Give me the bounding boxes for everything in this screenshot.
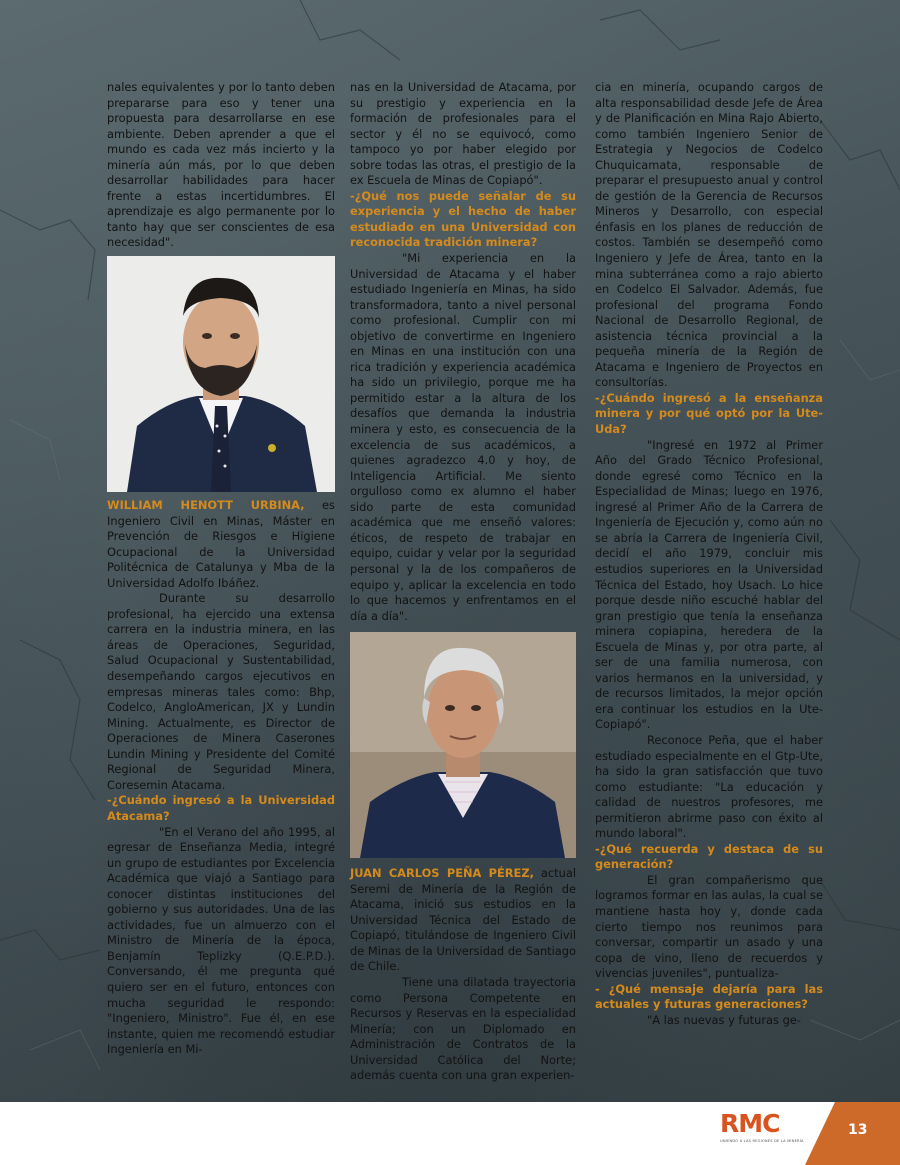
paragraph: "En el Verano del año 1995, al egresar de Enseñanza Media, integré un grupo de estudiantes por Excelencia Académica que viajó a Santiago para conocer distintas instituciones del gobierno y sus autoridades. Una de las actividades, fue un almuerzo con el Ministro de Minería de la época, Benjamín Teplizky (Q.E.P.D.). Conversando, él me pregunta qué quiero ser en el futuro, entonces con mucha seguridad le respondo: "Ingeniero, Ministro". Fue él, en ese instante, quien me recomendó estudiar Ingeniería en Mi- <box>107 824 335 1057</box>
interview-question: -¿Cuándo ingresó a la enseñanza minera y por qué optó por la Ute-Uda? <box>595 390 823 437</box>
portrait-photo-juan-carlos-pena <box>350 632 578 858</box>
text-column-2 <box>350 80 576 1084</box>
paragraph: "Mi experiencia en la Universidad de Atacama y el haber estudiado Ingeniería en Minas, ha sido transformadora, tanto a nivel personal como profesional. Cumplir con mi objetivo de convertirme en Ingeniero en Minas en una institución con una rica tradición y experiencia académica ha sido un privilegio, porque me ha permitido estar a la altura de los desafíos que demanda la industria minera y esto, es consecuencia de la excelencia de sus académicos, a quienes agradezco 4.0 y hoy, de Inteligencia Artificial. Me siento orgulloso como ex alumno el haber sido parte de esta comunidad académica que me enseñó valores: éticos, de respeto de trabajar en equipo, cuidar y velar por la seguridad personal y la de los compañeros de equipo y, aplicar la excelencia en todo lo que hacemos y enfrentamos en el día a día". <box>350 251 576 623</box>
interview-question: - ¿Qué mensaje dejaría para las actuales y futuras generaciones? <box>595 981 823 1012</box>
paragraph: "Ingresé en 1972 al Primer Año del Grado Técnico Profesional, donde egresé como Técnico en la Especialidad de Minas; luego en 1976, ingresé al Primer Año de la Carrera de Ingeniería de Ejecución y, como aún no se abría la Carrera de Ingeniería Civil, decidí el año 1979, concluir mis estudios superiores en la Universidad Técnica del Estado, hoy Usach. Lo hice porque desde niño escuché hablar del gran prestigio que tenía la enseñanza minera copiapina, heredera de la Escuela de Minas y, por otra parte, al ser de una familia numerosa, con varios hermanos en la universidad, y de recursos limitados, la mejor opción era continuar los estudios en la Ute-Copiapó". <box>595 437 823 732</box>
interview-question: -¿Qué recuerda y destaca de su generación? <box>595 841 823 872</box>
paragraph: nas en la Universidad de Atacama, por su prestigio y experiencia en la formación de profesionales para el sector y él no se equivocó, como tampoco yo por haber elegido por sobre todas las otras, el prestigio de la ex Escuela de Minas de Copiapó". <box>350 80 576 188</box>
text-column-1 <box>107 80 335 1058</box>
rmc-logo <box>720 1109 804 1156</box>
person-name: JUAN CARLOS PEÑA PÉREZ, <box>350 866 534 881</box>
paragraph: El gran compañerismo que logramos formar en las aulas, la cual se mantiene hasta hoy y, donde cada cierto tiempo nos reunimos para conversar, compartir un asado y una copa de vino, lleno de recuerdos y vivencias juveniles", puntualiza- <box>595 872 823 981</box>
portrait-photo-william-henott <box>107 256 335 492</box>
page-number: 13 <box>848 1122 868 1138</box>
paragraph: nales equivalentes y por lo tanto deben prepararse para eso y tener una propuesta para desarrollarse en ese ambiente. Deben aprender a que el mundo es cada vez más incierto y la minería aún más, por lo que deben desarrollar habilidades para hacer frente a estas incertidumbres. El aprendizaje es algo permanente por lo tanto hay que ser conscientes de esa necesidad". <box>107 80 335 250</box>
paragraph: Tiene una dilatada trayectoria como Persona Competente en Recursos y Reservas en la especialidad Minería; con un Diplomado en Administración de Contratos de la Universidad Católica del Norte; además cuenta con una gran experien- <box>350 974 576 1083</box>
interview-question: -¿Qué nos puede señalar de su experiencia y el hecho de haber estudiado en una Universidad con reconocida tradición minera? <box>350 188 576 250</box>
person-name: WILLIAM HENOTT URBINA, <box>107 498 305 513</box>
paragraph: "A las nuevas y futuras ge- <box>647 1012 801 1027</box>
bio-juan-carlos-pena: JUAN CARLOS PEÑA PÉREZ, actual Seremi de Minería de la Región de Atacama, inició sus estudios en la Universidad Técnica del Estado de Copiapó, titulándose de Ingeniero Civil de Minas de la Universidad de Santiago de Chile. <box>350 866 577 974</box>
interview-question: -¿Cuándo ingresó a la Universidad Atacama? <box>107 793 335 823</box>
logo-tagline: UNIENDO A LAS REGIONES DE LA MINERÍA <box>720 1139 804 1143</box>
text-column-3 <box>595 80 823 1028</box>
paragraph: cia en minería, ocupando cargos de alta responsabilidad desde Jefe de Área y de Planificación en Mina Rajo Abierto, como también Ingeniero Senior de Estrategia y Negocios de Codelco Chuquicamata, responsable de preparar el presupuesto anual y control de gestión de la Gerencia de Recursos Mineros y Desarrollo, con especial énfasis en los planes de reducción de costos. También se desempeñó como Ingeniero y Jefe de Área, tanto en la mina subterránea como a rajo abierto en Codelco El Salvador. Además, fue profesional del programa Fondo Nacional de Desarrollo Regional, de asistencia técnica provincial a la pequeña minería de la Región de Atacama e Ingeniero de Proyectos en consultorías. <box>595 80 823 390</box>
logo-wordmark: RMC <box>720 1109 780 1138</box>
bio-william-henott: WILLIAM HENOTT URBINA, es Ingeniero Civil en Minas, Máster en Prevención de Riesgos e Higiene Ocupacional de la Universidad Politécnica de Catalunya y Mba de la Universidad Adolfo Ibáñez. <box>107 498 335 590</box>
paragraph: Durante su desarrollo profesional, ha ejercido una extensa carrera en la industria minera, en las áreas de Operaciones, Seguridad, Salud Ocupacional y Sustentabilidad, desempeñando cargos ejecutivos en empresas mineras tales como: Bhp, Codelco, AngloAmerican, JX y Lundin Mining. Actualmente, es Director de Operaciones de Minera Caserones Lundin Mining y Presidente del Comité Regional de Seguridad Minera, Coresemin Atacama. <box>107 591 335 792</box>
page-footer <box>0 1102 900 1165</box>
paragraph: Reconoce Peña, que el haber estudiado especialmente en el Gtp-Ute, ha sido la gran satisfacción que tuvo como estudiante: "La educación y calidad de nuestros profesores, me permitieron abrirme paso con éxito al mundo laboral". <box>595 732 823 841</box>
